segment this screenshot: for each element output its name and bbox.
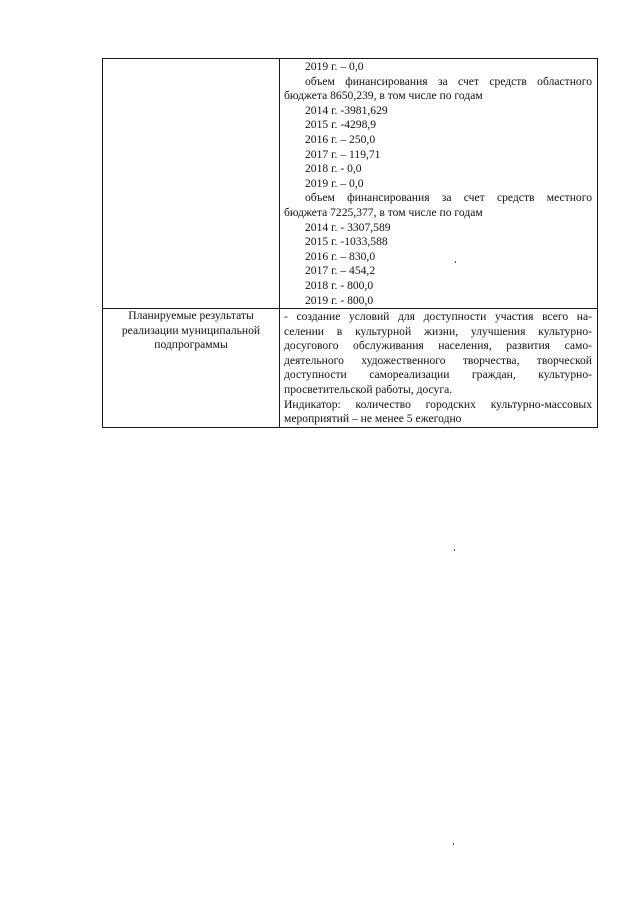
text-line: объем финансирования за счет средств областного: [305, 74, 592, 88]
text-line: 2017 г. – 119,71: [305, 147, 381, 161]
text-line: деятельного художественного творчества, творческой: [284, 353, 592, 367]
table-row-financing: [103, 59, 598, 309]
text-line: бюджета 7225,377, в том числе по годам: [284, 205, 483, 219]
text-line: 2015 г. -1033,588: [305, 235, 388, 249]
text-line: 2016 г. – 250,0: [305, 132, 376, 146]
text-line: реализации муниципальной: [121, 323, 261, 337]
text-line: доступности самореализации граждан, культурно-: [284, 368, 592, 382]
text-line: селении в культурной жизни, улучшения культурно-: [284, 324, 592, 338]
text-line: Планируемые результаты: [128, 309, 254, 323]
text-line: досугового обслуживания населения, развития само-: [284, 339, 592, 353]
planned-results-label-cell: [103, 309, 280, 428]
text-line: 2019 г. – 0,0: [305, 176, 364, 190]
text-line: 2015 г. -4298,9: [305, 118, 377, 132]
text-line: 2017 г. – 454,2: [305, 264, 376, 278]
financing-label-cell: [103, 59, 280, 309]
scan-speck: [455, 261, 456, 263]
text-line: 2018 г. - 800,0: [305, 278, 374, 292]
program-table: [102, 58, 598, 428]
text-line: просветительской работы, досуга.: [284, 383, 453, 397]
text-line: 2016 г. – 830,0: [305, 249, 376, 263]
table-row-planned-results: [103, 309, 598, 428]
planned-results-details-cell: [280, 309, 598, 428]
text-line: подпрограммы: [154, 338, 228, 352]
scan-speck: [453, 843, 454, 845]
text-line: 2019 г. - 800,0: [305, 293, 374, 307]
text-line: 2014 г. -3981,629: [305, 103, 388, 117]
text-line: 2014 г. - 3307,589: [305, 220, 391, 234]
text-line: 2018 г. - 0,0: [305, 162, 362, 176]
text-line: мероприятий – не менее 5 ежегодно: [284, 412, 462, 426]
text-line: объем финансирования за счет средств местного: [305, 191, 592, 205]
scan-speck: [454, 549, 455, 551]
text-line: бюджета 8650,239, в том числе по годам: [284, 89, 483, 103]
text-line: Индикатор: количество городских культурно-массовых: [284, 397, 592, 411]
text-line: - создание условий для доступности участия всего на-: [284, 310, 592, 324]
text-line: 2019 г. – 0,0: [305, 60, 364, 73]
financing-details-cell: [280, 59, 598, 309]
